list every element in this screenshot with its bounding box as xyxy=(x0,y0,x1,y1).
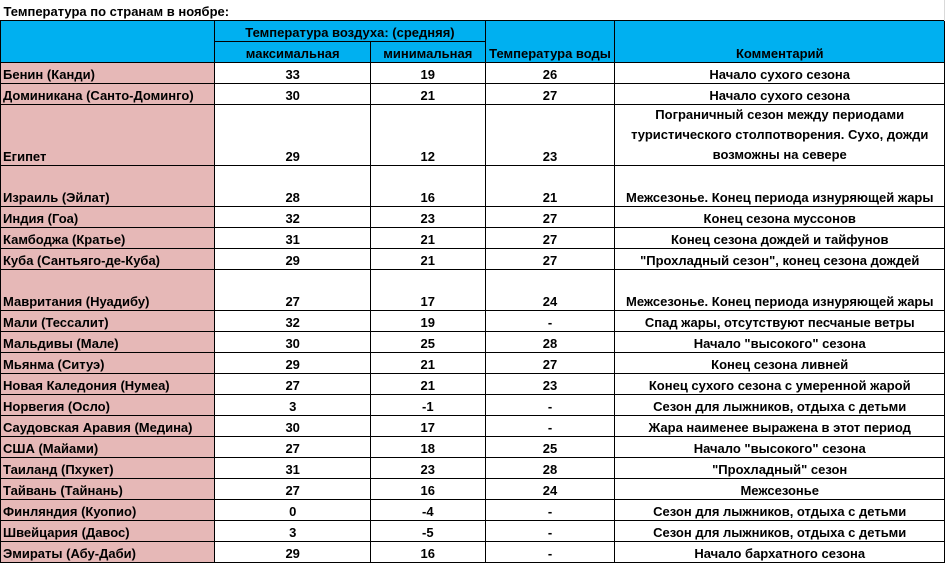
water-temp-cell: - xyxy=(485,416,615,437)
max-temp-cell: 32 xyxy=(215,311,371,332)
table-row xyxy=(1,105,952,166)
water-temp-cell: 28 xyxy=(485,332,615,353)
water-temp-cell: 21 xyxy=(485,166,615,207)
table-row xyxy=(1,332,952,353)
max-temp-cell: 3 xyxy=(215,395,371,416)
comment-cell: Начало "высокого" сезона xyxy=(615,332,944,353)
comment-cell: Начало бархатного сезона xyxy=(615,542,944,563)
table-row xyxy=(1,458,952,479)
water-temp-cell: 25 xyxy=(485,437,615,458)
table-row xyxy=(1,249,952,270)
country-cell: Доминикана (Санто-Доминго) xyxy=(1,84,215,105)
min-temp-cell: 18 xyxy=(371,437,486,458)
min-temp-cell: 21 xyxy=(371,249,486,270)
comment-cell: Начало сухого сезона xyxy=(615,84,944,105)
country-cell: Индия (Гоа) xyxy=(1,207,215,228)
table-row xyxy=(1,207,952,228)
max-temp-cell: 33 xyxy=(215,63,371,84)
table-row xyxy=(1,374,952,395)
min-temp-cell: 16 xyxy=(371,479,486,500)
min-temp-cell: 21 xyxy=(371,228,486,249)
comment-cell: Конец сухого сезона с умеренной жарой xyxy=(615,374,944,395)
max-temp-cell: 0 xyxy=(215,500,371,521)
max-temp-cell: 29 xyxy=(215,105,371,166)
water-temp-cell: 27 xyxy=(485,228,615,249)
table-row xyxy=(1,84,952,105)
min-temp-cell: 12 xyxy=(371,105,486,166)
max-temp-cell: 30 xyxy=(215,332,371,353)
comment-cell: Конец сезона дождей и тайфунов xyxy=(615,228,944,249)
sheet-title: Температура по странам в ноябре: xyxy=(3,4,230,19)
water-temp-cell: 27 xyxy=(485,353,615,374)
country-cell: Мьянма (Ситуэ) xyxy=(1,353,215,374)
header-max: максимальная xyxy=(215,42,371,63)
table-row xyxy=(1,479,952,500)
min-temp-cell: -1 xyxy=(371,395,486,416)
water-temp-cell: 23 xyxy=(485,105,615,166)
max-temp-cell: 29 xyxy=(215,353,371,374)
max-temp-cell: 31 xyxy=(215,458,371,479)
country-cell: США (Майами) xyxy=(1,437,215,458)
water-temp-cell: - xyxy=(485,500,615,521)
max-temp-cell: 29 xyxy=(215,542,371,563)
comment-cell: Сезон для лыжников, отдыха с детьми xyxy=(615,500,944,521)
max-temp-cell: 28 xyxy=(215,166,371,207)
min-temp-cell: 17 xyxy=(371,416,486,437)
table-row xyxy=(1,166,952,207)
country-cell: Мальдивы (Мале) xyxy=(1,332,215,353)
water-temp-cell: - xyxy=(485,311,615,332)
water-temp-cell: 27 xyxy=(485,207,615,228)
min-temp-cell: 23 xyxy=(371,207,486,228)
comment-cell: Жара наименее выражена в этот период xyxy=(615,416,944,437)
water-temp-cell: 24 xyxy=(485,270,615,311)
min-temp-cell: 21 xyxy=(371,353,486,374)
country-cell: Мали (Тессалит) xyxy=(1,311,215,332)
table-row xyxy=(1,521,952,542)
country-cell: Мавритания (Нуадибу) xyxy=(1,270,215,311)
table-row xyxy=(1,416,952,437)
header-comment: Комментарий xyxy=(615,21,944,63)
country-cell: Норвегия (Осло) xyxy=(1,395,215,416)
max-temp-cell: 27 xyxy=(215,270,371,311)
min-temp-cell: 17 xyxy=(371,270,486,311)
table-row xyxy=(1,395,952,416)
water-temp-cell: 28 xyxy=(485,458,615,479)
header-air-temperature: Температура воздуха: (средняя) xyxy=(215,21,485,42)
country-cell: Израиль (Эйлат) xyxy=(1,166,215,207)
comment-cell: Начало "высокого" сезона xyxy=(615,437,944,458)
comment-cell: Межсезонье. Конец периода изнуряющей жары xyxy=(615,166,944,207)
comment-cell: Конец сезона муссонов xyxy=(615,207,944,228)
table-row xyxy=(1,228,952,249)
comment-cell: Межсезонье xyxy=(615,479,944,500)
min-temp-cell: 16 xyxy=(371,166,486,207)
water-temp-cell: - xyxy=(485,542,615,563)
country-cell: Египет xyxy=(1,105,215,166)
country-cell: Финляндия (Куопио) xyxy=(1,500,215,521)
water-temp-cell: 26 xyxy=(485,63,615,84)
max-temp-cell: 30 xyxy=(215,416,371,437)
table-row xyxy=(1,311,952,332)
max-temp-cell: 32 xyxy=(215,207,371,228)
country-cell: Швейцария (Давос) xyxy=(1,521,215,542)
table-row xyxy=(1,353,952,374)
country-cell: Саудовская Аравия (Медина) xyxy=(1,416,215,437)
min-temp-cell: 19 xyxy=(371,63,486,84)
comment-cell: Межсезонье. Конец периода изнуряющей жары xyxy=(615,270,944,311)
country-cell: Куба (Сантьяго-де-Куба) xyxy=(1,249,215,270)
country-cell: Новая Каледония (Нумеа) xyxy=(1,374,215,395)
table-row xyxy=(1,437,952,458)
header-water-temperature: Температура воды xyxy=(485,21,615,63)
comment-cell: Пограничный сезон между периодами туристического столпотворения. Сухо, дожди возможны на севере xyxy=(615,105,944,166)
country-cell: Камбоджа (Кратье) xyxy=(1,228,215,249)
table-row xyxy=(1,542,952,563)
max-temp-cell: 29 xyxy=(215,249,371,270)
max-temp-cell: 27 xyxy=(215,374,371,395)
min-temp-cell: 16 xyxy=(371,542,486,563)
max-temp-cell: 27 xyxy=(215,437,371,458)
country-cell: Тайвань (Тайнань) xyxy=(1,479,215,500)
comment-cell: Начало сухого сезона xyxy=(615,63,944,84)
max-temp-cell: 3 xyxy=(215,521,371,542)
min-temp-cell: 25 xyxy=(371,332,486,353)
min-temp-cell: -4 xyxy=(371,500,486,521)
comment-cell: Спад жары, отсутствуют песчаные ветры xyxy=(615,311,944,332)
water-temp-cell: 27 xyxy=(485,249,615,270)
water-temp-cell: - xyxy=(485,521,615,542)
water-temp-cell: - xyxy=(485,395,615,416)
comment-cell: Конец сезона ливней xyxy=(615,353,944,374)
table-row xyxy=(1,500,952,521)
max-temp-cell: 31 xyxy=(215,228,371,249)
max-temp-cell: 27 xyxy=(215,479,371,500)
min-temp-cell: -5 xyxy=(371,521,486,542)
min-temp-cell: 19 xyxy=(371,311,486,332)
header-country-blank xyxy=(1,21,215,42)
water-temp-cell: 27 xyxy=(485,84,615,105)
water-temp-cell: 23 xyxy=(485,374,615,395)
table-row xyxy=(1,270,952,311)
water-temp-cell: 24 xyxy=(485,479,615,500)
comment-cell: Сезон для лыжников, отдыха с детьми xyxy=(615,395,944,416)
comment-cell: Сезон для лыжников, отдыха с детьми xyxy=(615,521,944,542)
table-row xyxy=(1,63,952,84)
comment-cell: "Прохладный сезон", конец сезона дождей xyxy=(615,249,944,270)
min-temp-cell: 21 xyxy=(371,374,486,395)
max-temp-cell: 30 xyxy=(215,84,371,105)
country-cell: Бенин (Канди) xyxy=(1,63,215,84)
min-temp-cell: 21 xyxy=(371,84,486,105)
country-cell: Таиланд (Пхукет) xyxy=(1,458,215,479)
comment-cell: "Прохладный" сезон xyxy=(615,458,944,479)
country-cell: Эмираты (Абу-Даби) xyxy=(1,542,215,563)
header-country-blank-2 xyxy=(1,42,215,63)
header-min: минимальная xyxy=(371,42,486,63)
min-temp-cell: 23 xyxy=(371,458,486,479)
